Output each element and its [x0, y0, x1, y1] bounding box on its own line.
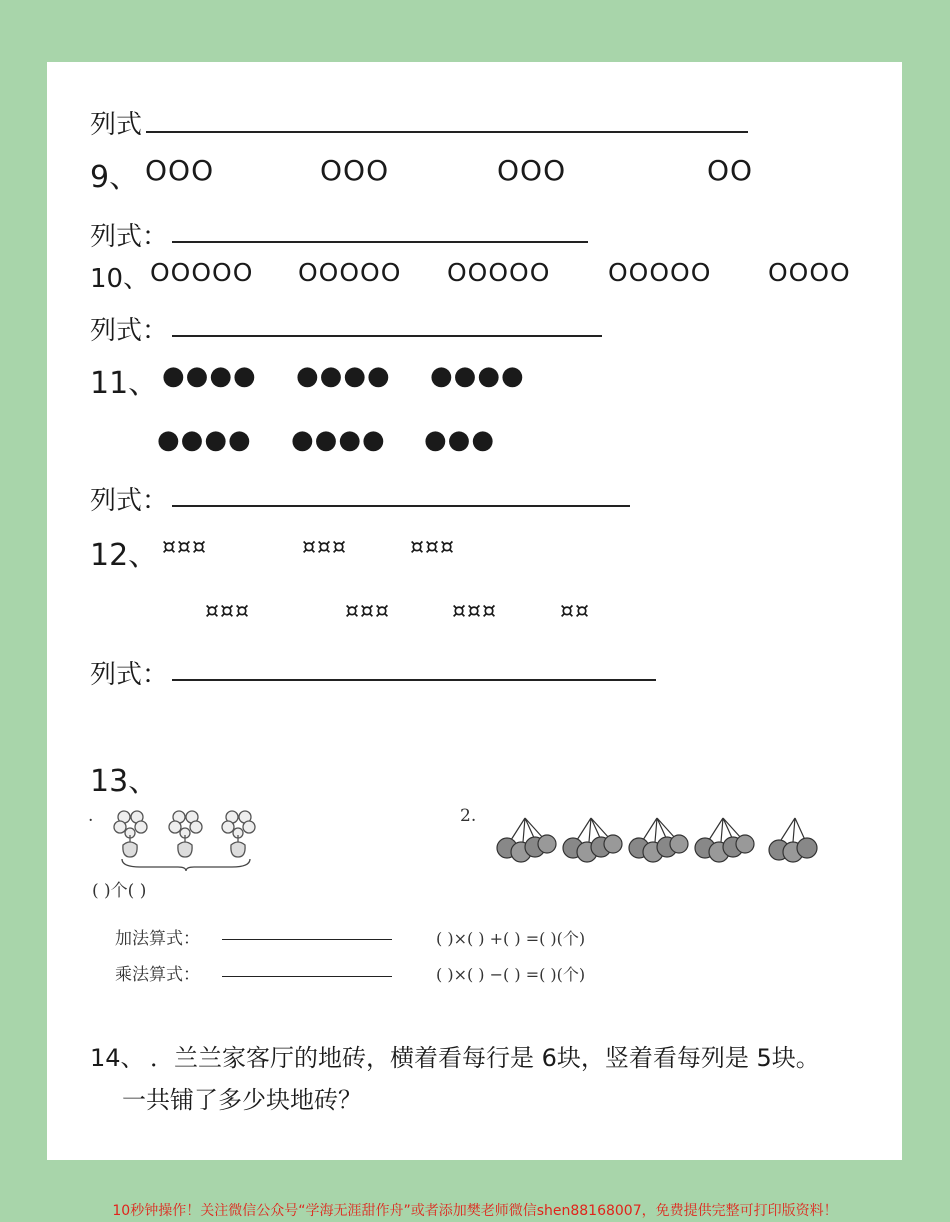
addition-label: 加法算式：: [115, 929, 200, 949]
q10-group: OOOO: [768, 258, 851, 287]
cherry-cluster-icon: [629, 818, 688, 862]
q9-group: OOO: [497, 154, 567, 187]
cherry-cluster-icon: [497, 818, 556, 862]
flower-vase-icon: [114, 811, 147, 857]
q10-answer-line: [172, 335, 602, 337]
multiplication-answer-line: [222, 976, 392, 977]
footer-promo-text: 10秒钟操作！关注微信公众号“学海无涯甜作舟”或者添加樊老师微信shen88168007，免费提供完整可打印版资料！: [112, 1203, 838, 1219]
q12-answer-line: [172, 679, 656, 681]
q11-answer-line: [172, 505, 630, 507]
q10-group: OOOOO: [298, 258, 402, 287]
q12-symbol-group: ¤¤¤: [205, 599, 250, 624]
q11-dot-group: ●●●●: [162, 361, 257, 391]
q13-number: 13、: [90, 764, 159, 799]
q10-formula-label: 列式：: [90, 316, 169, 346]
flower-vase-icon: [222, 811, 255, 857]
q12-symbol-group: ¤¤¤: [345, 599, 390, 624]
q9-formula-label: 列式：: [90, 222, 169, 252]
q10-group: OOOOO: [447, 258, 551, 287]
q11-dot-group: ●●●●: [291, 425, 386, 455]
q12-symbol-group: ¤¤¤: [162, 535, 207, 560]
q11-number: 11、: [90, 366, 159, 401]
q10-group: OOOOO: [150, 258, 254, 287]
q11-dot-group: ●●●●: [296, 361, 391, 391]
answer-line-top: [146, 131, 748, 133]
q13-part2-marker: 2.: [460, 806, 477, 826]
q13-part1-marker: .: [88, 806, 94, 826]
addition-answer-line: [222, 939, 392, 940]
flower-vases-illustration: [110, 805, 270, 871]
multiplication-label: 乘法算式：: [115, 965, 200, 985]
q9-group: OOO: [145, 154, 215, 187]
q9-answer-line: [172, 241, 588, 243]
q12-number: 12、: [90, 538, 159, 573]
q10-group: OOOOO: [608, 258, 712, 287]
q14-question-line2: 一共铺了多少块地砖？: [122, 1086, 362, 1114]
q10-number: 10、: [90, 264, 150, 294]
q12-symbol-group: ¤¤¤: [410, 535, 455, 560]
flower-caption: ( )个( ): [92, 881, 147, 901]
q14-number: 14、: [90, 1044, 145, 1072]
cherry-equation-2: ( )×( ) −( ) =( )(个): [436, 965, 586, 984]
cherry-cluster-icon: [769, 818, 817, 862]
q9-number: 9、: [90, 160, 140, 195]
q11-dot-group: ●●●●: [157, 425, 252, 455]
brace-icon: [122, 859, 250, 871]
q12-symbol-group: ¤¤: [560, 599, 590, 624]
q12-symbol-group: ¤¤¤: [302, 535, 347, 560]
q12-symbol-group: ¤¤¤: [452, 599, 497, 624]
flower-vase-icon: [169, 811, 202, 857]
q9-group: OOO: [320, 154, 390, 187]
q14-question-line1: ．兰兰家客厅的地砖，横着看每行是 6块，竖着看每列是 5块。: [150, 1044, 820, 1072]
q11-dot-group: ●●●●: [430, 361, 525, 391]
q11-formula-label: 列式：: [90, 486, 169, 516]
cherry-cluster-icon: [563, 818, 622, 862]
formula-label-top: 列式: [90, 110, 143, 140]
q12-formula-label: 列式：: [90, 660, 169, 690]
q9-group: OO: [707, 154, 754, 187]
cherry-equation-1: ( )×( ) +( ) =( )(个): [436, 929, 586, 948]
cherry-cluster-icon: [695, 818, 754, 862]
cherries-illustration: [495, 812, 825, 872]
q11-dot-group: ●●●: [424, 425, 496, 455]
